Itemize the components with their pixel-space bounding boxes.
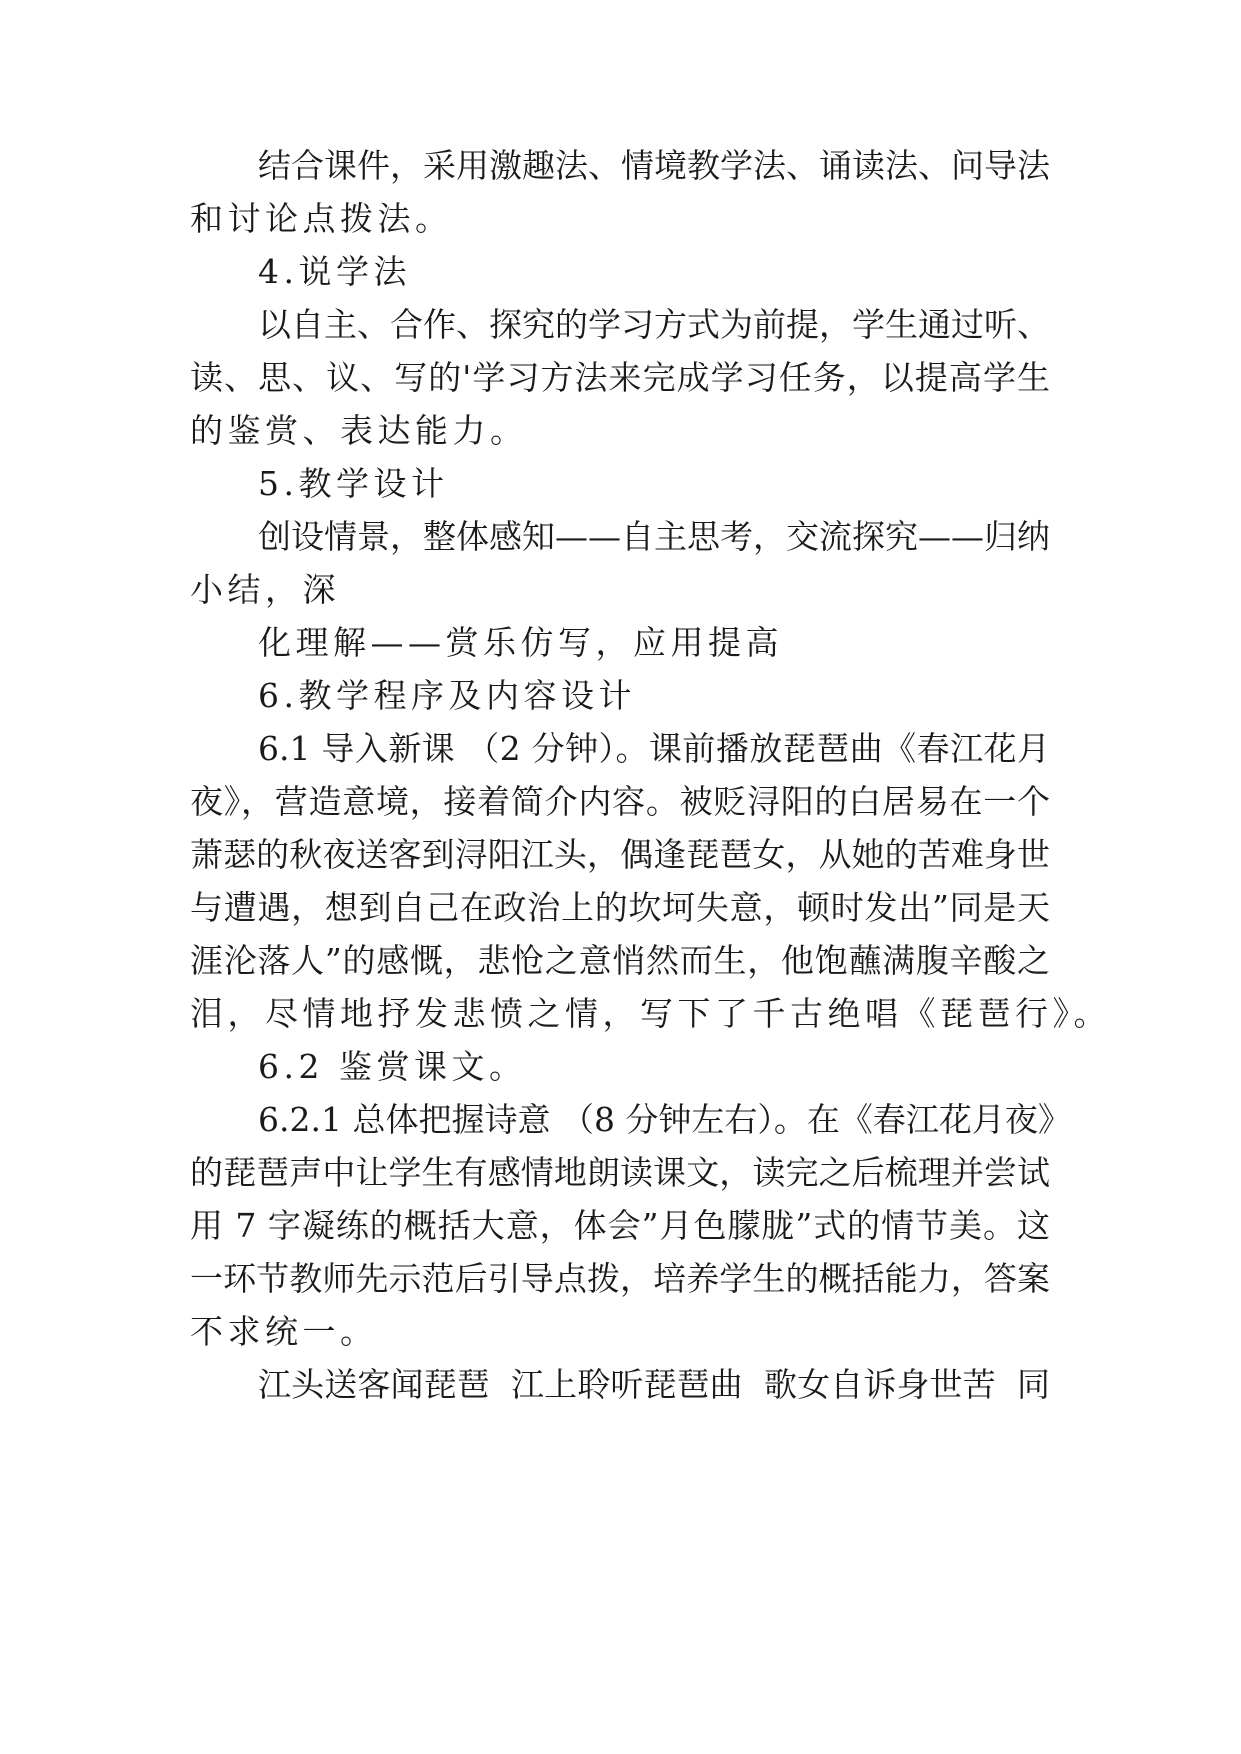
text-line: 萧瑟的秋夜送客到浔阳江头，偶逢琵琶女，从她的苦难身世 [190, 835, 1050, 874]
text-line: 6.1 导入新课 （2 分钟）。课前播放琵琶曲《春江花月 [258, 729, 1050, 768]
text-line: 与遭遇，想到自己在政治上的坎坷失意，顿时发出”同是天 [190, 888, 1050, 927]
section-heading: 6.教学程序及内容设计 [258, 676, 636, 715]
text-line: 6.2.1 总体把握诗意 （8 分钟左右）。在《春江花月夜》 [258, 1100, 1071, 1139]
text-line: 夜》，营造意境，接着简介内容。被贬浔阳的白居易在一个 [190, 782, 1050, 821]
text-line: 一环节教师先示范后引导点拨，培养学生的概括能力，答案 [190, 1259, 1050, 1298]
text-line: 创设情景，整体感知——自主思考，交流探究——归纳 [258, 517, 1050, 556]
text-line: 江头送客闻琵琶 江上聆听琵琶曲 歌女自诉身世苦 同 [258, 1365, 1050, 1404]
text-line: 以自主、合作、探究的学习方式为前提，学生通过听、 [258, 305, 1050, 344]
text-line: 泪，尽情地抒发悲愤之情，写下了千古绝唱《琵琶行》。 [190, 994, 1111, 1033]
text-line: 的琵琶声中让学生有感情地朗读课文，读完之后梳理并尝试 [190, 1153, 1050, 1192]
text-line: 涯沦落人”的感慨，悲怆之意悄然而生，他饱蘸满腹辛酸之 [190, 941, 1050, 980]
text-line: 不求统一。 [190, 1312, 378, 1351]
text-line: 化理解——赏乐仿写，应用提高 [258, 623, 783, 662]
text-line: 和讨论点拨法。 [190, 199, 453, 238]
text-line: 用 7 字凝练的概括大意，体会”月色朦胧”式的情节美。这 [190, 1206, 1050, 1245]
text-line: 的鉴赏、表达能力。 [190, 411, 528, 450]
text-line: 小结，深 [190, 570, 340, 609]
section-heading: 5.教学设计 [258, 464, 449, 503]
text-line: 结合课件，采用激趣法、情境教学法、诵读法、问导法 [258, 146, 1050, 185]
section-heading: 6.2 鉴赏课文。 [258, 1047, 527, 1086]
text-line: 读、思、议、写的'学习方法来完成学习任务，以提高学生 [190, 358, 1050, 397]
section-heading: 4.说学法 [258, 252, 411, 291]
